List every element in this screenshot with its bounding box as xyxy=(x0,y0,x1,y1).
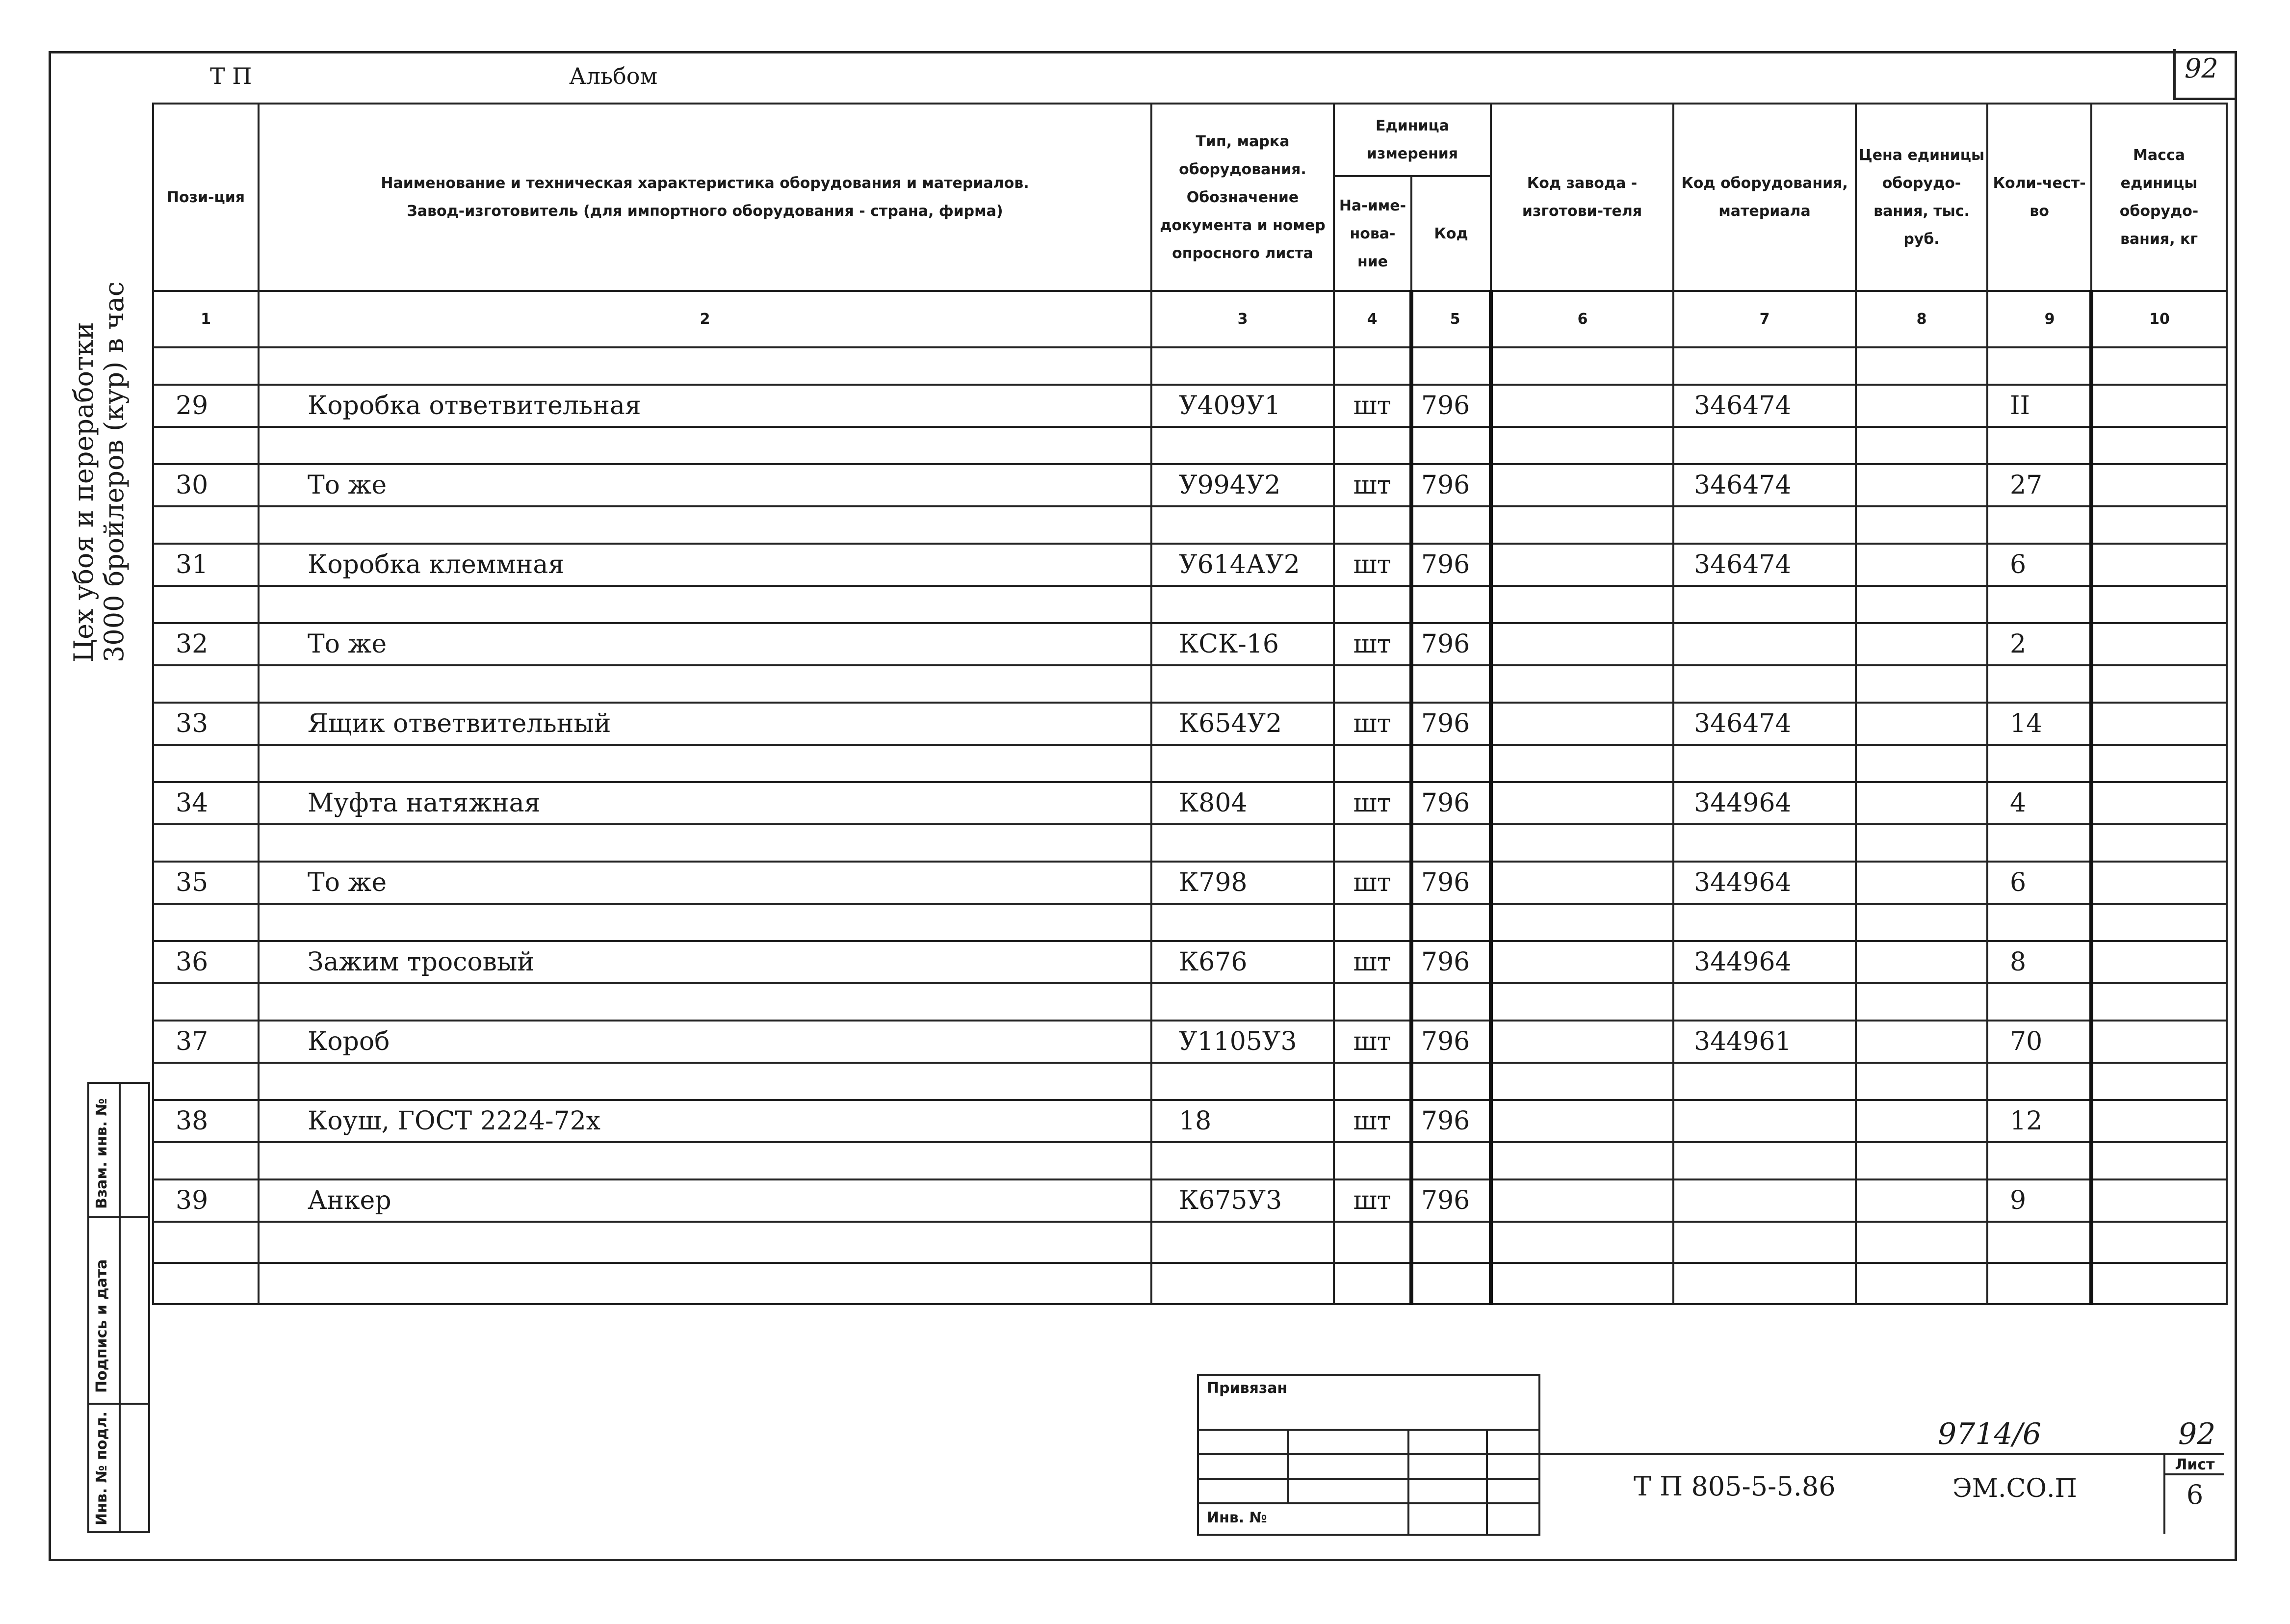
column-number-row xyxy=(153,291,2227,347)
factory-code-cell xyxy=(1491,1100,1673,1142)
quantity-cell: 9 xyxy=(1987,1179,2091,1222)
mass-cell xyxy=(2091,1179,2227,1222)
table-row xyxy=(153,941,2227,983)
approval-stamp xyxy=(87,1082,150,1533)
specification-table xyxy=(152,103,2228,1305)
col-header-price: Цена единицы оборудо-вания, тыс. руб. xyxy=(1856,104,1987,291)
document-code: Т П 805-5-5.86 xyxy=(1634,1471,1836,1502)
position-cell: 32 xyxy=(153,623,259,665)
position-cell: 35 xyxy=(153,862,259,904)
table-row xyxy=(153,1100,2227,1142)
unit-cell: шт xyxy=(1334,1100,1411,1142)
unit-cell: шт xyxy=(1334,623,1411,665)
name-cell: Муфта натяжная xyxy=(259,782,1151,824)
corner-number: 92 xyxy=(2185,53,2218,84)
spacer-row xyxy=(153,904,2227,941)
mass-cell xyxy=(2091,1021,2227,1063)
type-cell: К675У3 xyxy=(1151,1179,1334,1222)
price-cell xyxy=(1856,862,1987,904)
table-row xyxy=(153,623,2227,665)
equipment-code-cell: 346474 xyxy=(1673,544,1856,586)
equipment-code-cell: 344964 xyxy=(1673,782,1856,824)
album-label: Альбом xyxy=(569,63,658,89)
bottom-stamp xyxy=(1197,1374,1540,1536)
name-cell: То же xyxy=(259,464,1151,506)
mass-cell xyxy=(2091,623,2227,665)
unit-code-cell: 796 xyxy=(1411,544,1491,586)
equipment-code-cell: 344961 xyxy=(1673,1021,1856,1063)
spacer-row xyxy=(153,745,2227,782)
type-cell: У409У1 xyxy=(1151,385,1334,427)
factory-code-cell xyxy=(1491,1021,1673,1063)
factory-code-cell xyxy=(1491,703,1673,745)
factory-code-cell xyxy=(1491,941,1673,983)
stamp-label-inv: Инв. № подл. xyxy=(93,1411,110,1525)
spacer-row xyxy=(153,1263,2227,1304)
quantity-cell: 14 xyxy=(1987,703,2091,745)
col-header-name-line2: Завод-изготовитель (для импортного оборудования - страна, фирма) xyxy=(407,203,1003,220)
name-cell: Анкер xyxy=(259,1179,1151,1222)
quantity-cell: 12 xyxy=(1987,1100,2091,1142)
position-cell: 33 xyxy=(153,703,259,745)
factory-code-cell xyxy=(1491,544,1673,586)
unit-cell: шт xyxy=(1334,782,1411,824)
column-number: 4 xyxy=(1334,291,1411,347)
type-cell: 18 xyxy=(1151,1100,1334,1142)
spacer-row xyxy=(153,586,2227,623)
column-number: 2 xyxy=(259,291,1151,347)
specification-rows xyxy=(153,347,2227,1304)
unit-cell: шт xyxy=(1334,1021,1411,1063)
factory-code-cell xyxy=(1491,623,1673,665)
unit-code-cell: 796 xyxy=(1411,385,1491,427)
type-cell: К798 xyxy=(1151,862,1334,904)
price-cell xyxy=(1856,623,1987,665)
position-cell: 30 xyxy=(153,464,259,506)
mass-cell xyxy=(2091,1100,2227,1142)
spacer-row xyxy=(153,983,2227,1021)
mass-cell xyxy=(2091,782,2227,824)
price-cell xyxy=(1856,1100,1987,1142)
side-title-line2: 3000 бройлеров (кур) в час xyxy=(99,281,130,662)
quantity-cell: 8 xyxy=(1987,941,2091,983)
spacer-row xyxy=(153,665,2227,703)
position-cell: 31 xyxy=(153,544,259,586)
mass-cell xyxy=(2091,385,2227,427)
col-header-mass: Масса единицы оборудо-вания, кг xyxy=(2091,104,2227,291)
quantity-cell: 6 xyxy=(1987,862,2091,904)
document-mark: ЭМ.СО.П xyxy=(1952,1474,2077,1503)
name-cell: Ящик ответвительный xyxy=(259,703,1151,745)
quantity-cell: II xyxy=(1987,385,2091,427)
type-cell: У994У2 xyxy=(1151,464,1334,506)
price-cell xyxy=(1856,464,1987,506)
spacer-row xyxy=(153,427,2227,464)
stamp-label-signature: Подпись и дата xyxy=(93,1259,110,1393)
equipment-code-cell xyxy=(1673,1100,1856,1142)
type-cell: К804 xyxy=(1151,782,1334,824)
spacer-row xyxy=(153,506,2227,544)
column-number: 5 xyxy=(1411,291,1491,347)
price-cell xyxy=(1856,782,1987,824)
unit-code-cell: 796 xyxy=(1411,862,1491,904)
type-cell: У1105У3 xyxy=(1151,1021,1334,1063)
col-header-position: Пози-ция xyxy=(153,104,259,291)
unit-code-cell: 796 xyxy=(1411,1100,1491,1142)
column-number: 8 xyxy=(1856,291,1987,347)
mass-cell xyxy=(2091,464,2227,506)
factory-code-cell xyxy=(1491,782,1673,824)
position-cell: 39 xyxy=(153,1179,259,1222)
table-row xyxy=(153,544,2227,586)
position-cell: 34 xyxy=(153,782,259,824)
unit-code-cell: 796 xyxy=(1411,623,1491,665)
unit-code-cell: 796 xyxy=(1411,1179,1491,1222)
position-cell: 36 xyxy=(153,941,259,983)
equipment-code-cell xyxy=(1673,1179,1856,1222)
quantity-cell: 2 xyxy=(1987,623,2091,665)
quantity-cell: 27 xyxy=(1987,464,2091,506)
sheet-label: Лист xyxy=(2165,1453,2224,1475)
unit-cell: шт xyxy=(1334,941,1411,983)
position-cell: 29 xyxy=(153,385,259,427)
unit-cell: шт xyxy=(1334,385,1411,427)
col-header-factory-code: Код завода - изготови-теля xyxy=(1491,104,1673,291)
side-title-line1: Цех убоя и переработки xyxy=(68,322,99,662)
col-header-quantity: Коли-чест-во xyxy=(1987,104,2091,291)
page-number: 92 xyxy=(2178,1417,2216,1451)
equipment-code-cell: 344964 xyxy=(1673,941,1856,983)
quantity-cell: 4 xyxy=(1987,782,2091,824)
type-cell: К676 xyxy=(1151,941,1334,983)
col-header-name-line1: Наименование и техническая характеристика оборудования и материалов. xyxy=(381,175,1029,192)
col-header-name xyxy=(259,104,1151,291)
inv-no-label: Инв. № xyxy=(1207,1509,1267,1526)
position-cell: 37 xyxy=(153,1021,259,1063)
table-row xyxy=(153,385,2227,427)
column-number: 10 xyxy=(2091,291,2227,347)
table-row xyxy=(153,862,2227,904)
sheet-box xyxy=(2163,1453,2224,1534)
column-number: 7 xyxy=(1673,291,1856,347)
col-header-type: Тип, марка оборудования. Обозначение документа и номер опросного листа xyxy=(1151,104,1334,291)
equipment-code-cell: 346474 xyxy=(1673,464,1856,506)
quantity-cell: 70 xyxy=(1987,1021,2091,1063)
equipment-code-cell xyxy=(1673,623,1856,665)
unit-code-cell: 796 xyxy=(1411,703,1491,745)
unit-code-cell: 796 xyxy=(1411,464,1491,506)
name-cell: Коробка ответвительная xyxy=(259,385,1151,427)
name-cell: Коробка клеммная xyxy=(259,544,1151,586)
factory-code-cell xyxy=(1491,1179,1673,1222)
type-cell: КСК-16 xyxy=(1151,623,1334,665)
series-label: Т П xyxy=(210,63,252,89)
price-cell xyxy=(1856,544,1987,586)
name-cell: Короб xyxy=(259,1021,1151,1063)
equipment-code-cell: 344964 xyxy=(1673,862,1856,904)
sheet-number: 6 xyxy=(2186,1479,2204,1510)
factory-code-cell xyxy=(1491,862,1673,904)
unit-cell: шт xyxy=(1334,544,1411,586)
factory-code-cell xyxy=(1491,464,1673,506)
col-header-unit-code: Код xyxy=(1411,176,1491,291)
price-cell xyxy=(1856,941,1987,983)
corner-box xyxy=(2173,49,2237,100)
header-row xyxy=(153,104,2227,176)
unit-cell: шт xyxy=(1334,1179,1411,1222)
type-cell: У614АУ2 xyxy=(1151,544,1334,586)
spacer-row xyxy=(153,824,2227,862)
spacer-row xyxy=(153,1222,2227,1263)
unit-cell: шт xyxy=(1334,703,1411,745)
unit-code-cell: 796 xyxy=(1411,1021,1491,1063)
equipment-code-cell: 346474 xyxy=(1673,703,1856,745)
mass-cell xyxy=(2091,862,2227,904)
side-title xyxy=(69,282,130,662)
type-cell: К654У2 xyxy=(1151,703,1334,745)
mass-cell xyxy=(2091,941,2227,983)
price-cell xyxy=(1856,385,1987,427)
privyazan-label: Привязан xyxy=(1207,1380,1288,1397)
price-cell xyxy=(1856,1021,1987,1063)
mass-cell xyxy=(2091,703,2227,745)
unit-code-cell: 796 xyxy=(1411,941,1491,983)
column-number: 3 xyxy=(1151,291,1334,347)
col-header-unit-name: На-име-нова-ние xyxy=(1334,176,1411,291)
stamp-label-replace: Взам. инв. № xyxy=(93,1098,110,1209)
quantity-cell: 6 xyxy=(1987,544,2091,586)
column-number: 1 xyxy=(153,291,259,347)
table-row xyxy=(153,1021,2227,1063)
name-cell: Коуш, ГОСТ 2224-72х xyxy=(259,1100,1151,1142)
price-cell xyxy=(1856,703,1987,745)
factory-code-cell xyxy=(1491,385,1673,427)
unit-cell: шт xyxy=(1334,862,1411,904)
price-cell xyxy=(1856,1179,1987,1222)
table-row xyxy=(153,703,2227,745)
name-cell: То же xyxy=(259,862,1151,904)
mass-cell xyxy=(2091,544,2227,586)
name-cell: То же xyxy=(259,623,1151,665)
spacer-row xyxy=(153,1063,2227,1100)
table-row xyxy=(153,1179,2227,1222)
name-cell: Зажим тросовый xyxy=(259,941,1151,983)
equipment-code-cell: 346474 xyxy=(1673,385,1856,427)
spacer-row xyxy=(153,347,2227,385)
table-row xyxy=(153,782,2227,824)
position-cell: 38 xyxy=(153,1100,259,1142)
col-header-equipment-code: Код оборудования, материала xyxy=(1673,104,1856,291)
unit-code-cell: 796 xyxy=(1411,782,1491,824)
album-number: 9714/6 xyxy=(1938,1417,2042,1451)
column-number: 6 xyxy=(1491,291,1673,347)
spacer-row xyxy=(153,1142,2227,1179)
column-number: 9 xyxy=(1987,291,2091,347)
col-header-unit: Единица измерения xyxy=(1334,104,1491,176)
unit-cell: шт xyxy=(1334,464,1411,506)
table-row xyxy=(153,464,2227,506)
